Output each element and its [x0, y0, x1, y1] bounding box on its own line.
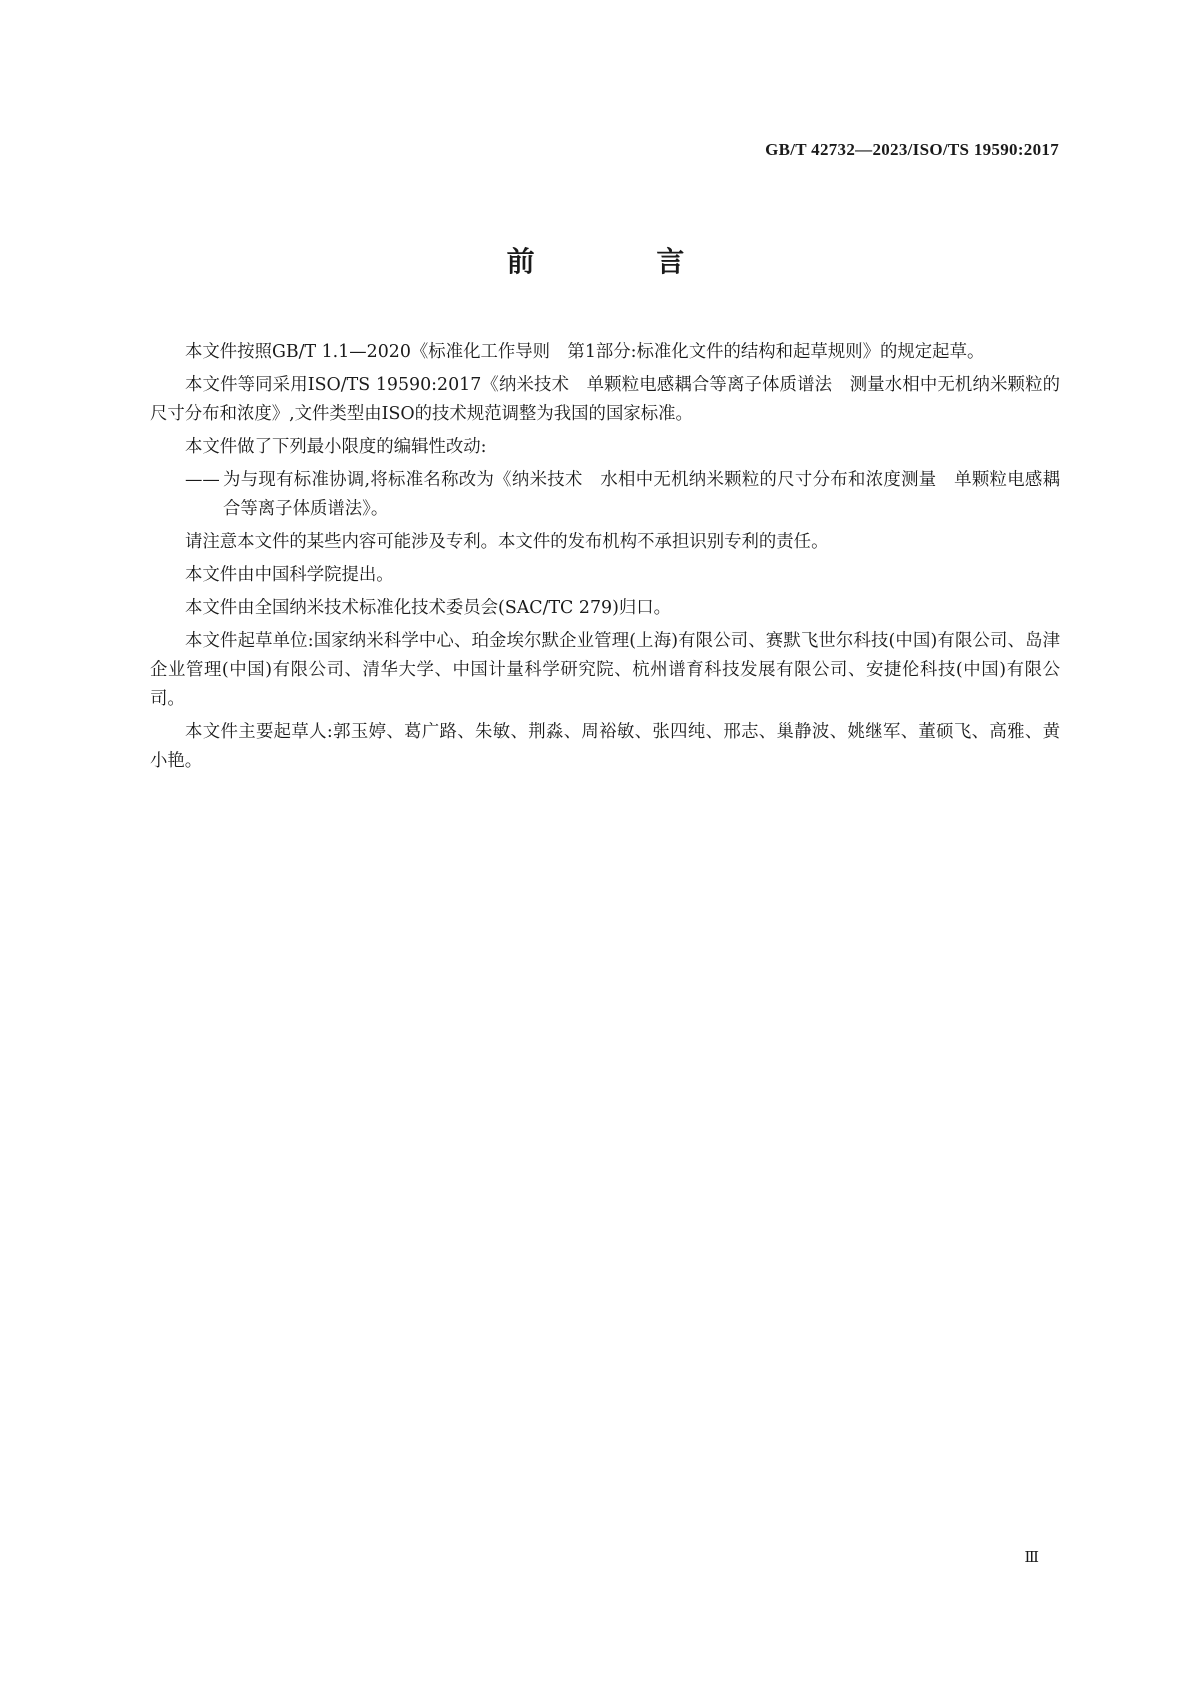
paragraph-proposer: 本文件由中国科学院提出。 — [185, 565, 394, 585]
paragraph-patent-notice: 请注意本文件的某些内容可能涉及专利。本文件的发布机构不承担识别专利的责任。 — [185, 532, 829, 552]
list-item-title-change — [150, 466, 1060, 524]
standard-code-header: GB/T 42732—2023/ISO/TS 19590:2017 — [765, 140, 1059, 159]
page-title: 前 言 — [506, 245, 741, 278]
page-number: Ⅲ — [1024, 1550, 1039, 1566]
paragraph-drafting-rules: 本文件按照GB/T 1.1—2020《标准化工作导则 第1部分:标准化文件的结构和起草规则》的规定起草。 — [185, 342, 985, 362]
paragraph-committee: 本文件由全国纳米技术标准化技术委员会(SAC/TC 279)归口。 — [185, 598, 672, 618]
list-item-text: 为与现有标准协调,将标准名称改为《纳米技术 水相中无机纳米颗粒的尺寸分布和浓度测量 单颗粒电感耦合等离子体质谱法》。 — [223, 470, 1060, 519]
foreword-body — [150, 338, 1060, 780]
paragraph-editorial-changes: 本文件做了下列最小限度的编辑性改动: — [185, 437, 487, 457]
paragraph-drafters: 本文件主要起草人:郭玉婷、葛广路、朱敏、荆淼、周裕敏、张四纯、邢志、巢静波、姚继军、董硕飞、高雅、黄小艳。 — [150, 722, 1060, 771]
dash-marker: —— — [185, 470, 220, 490]
paragraph-drafting-units: 本文件起草单位:国家纳米科学中心、珀金埃尔默企业管理(上海)有限公司、赛默飞世尔科技(中国)有限公司、岛津企业管理(中国)有限公司、清华大学、中国计量科学研究院、杭州谱育科技发展有限公司、安捷伦科技(中国)有限公司。 — [150, 631, 1060, 709]
paragraph-adoption: 本文件等同采用ISO/TS 19590:2017《纳米技术 单颗粒电感耦合等离子体质谱法 测量水相中无机纳米颗粒的尺寸分布和浓度》,文件类型由ISO的技术规范调整为我国的国家标准。 — [150, 375, 1060, 424]
